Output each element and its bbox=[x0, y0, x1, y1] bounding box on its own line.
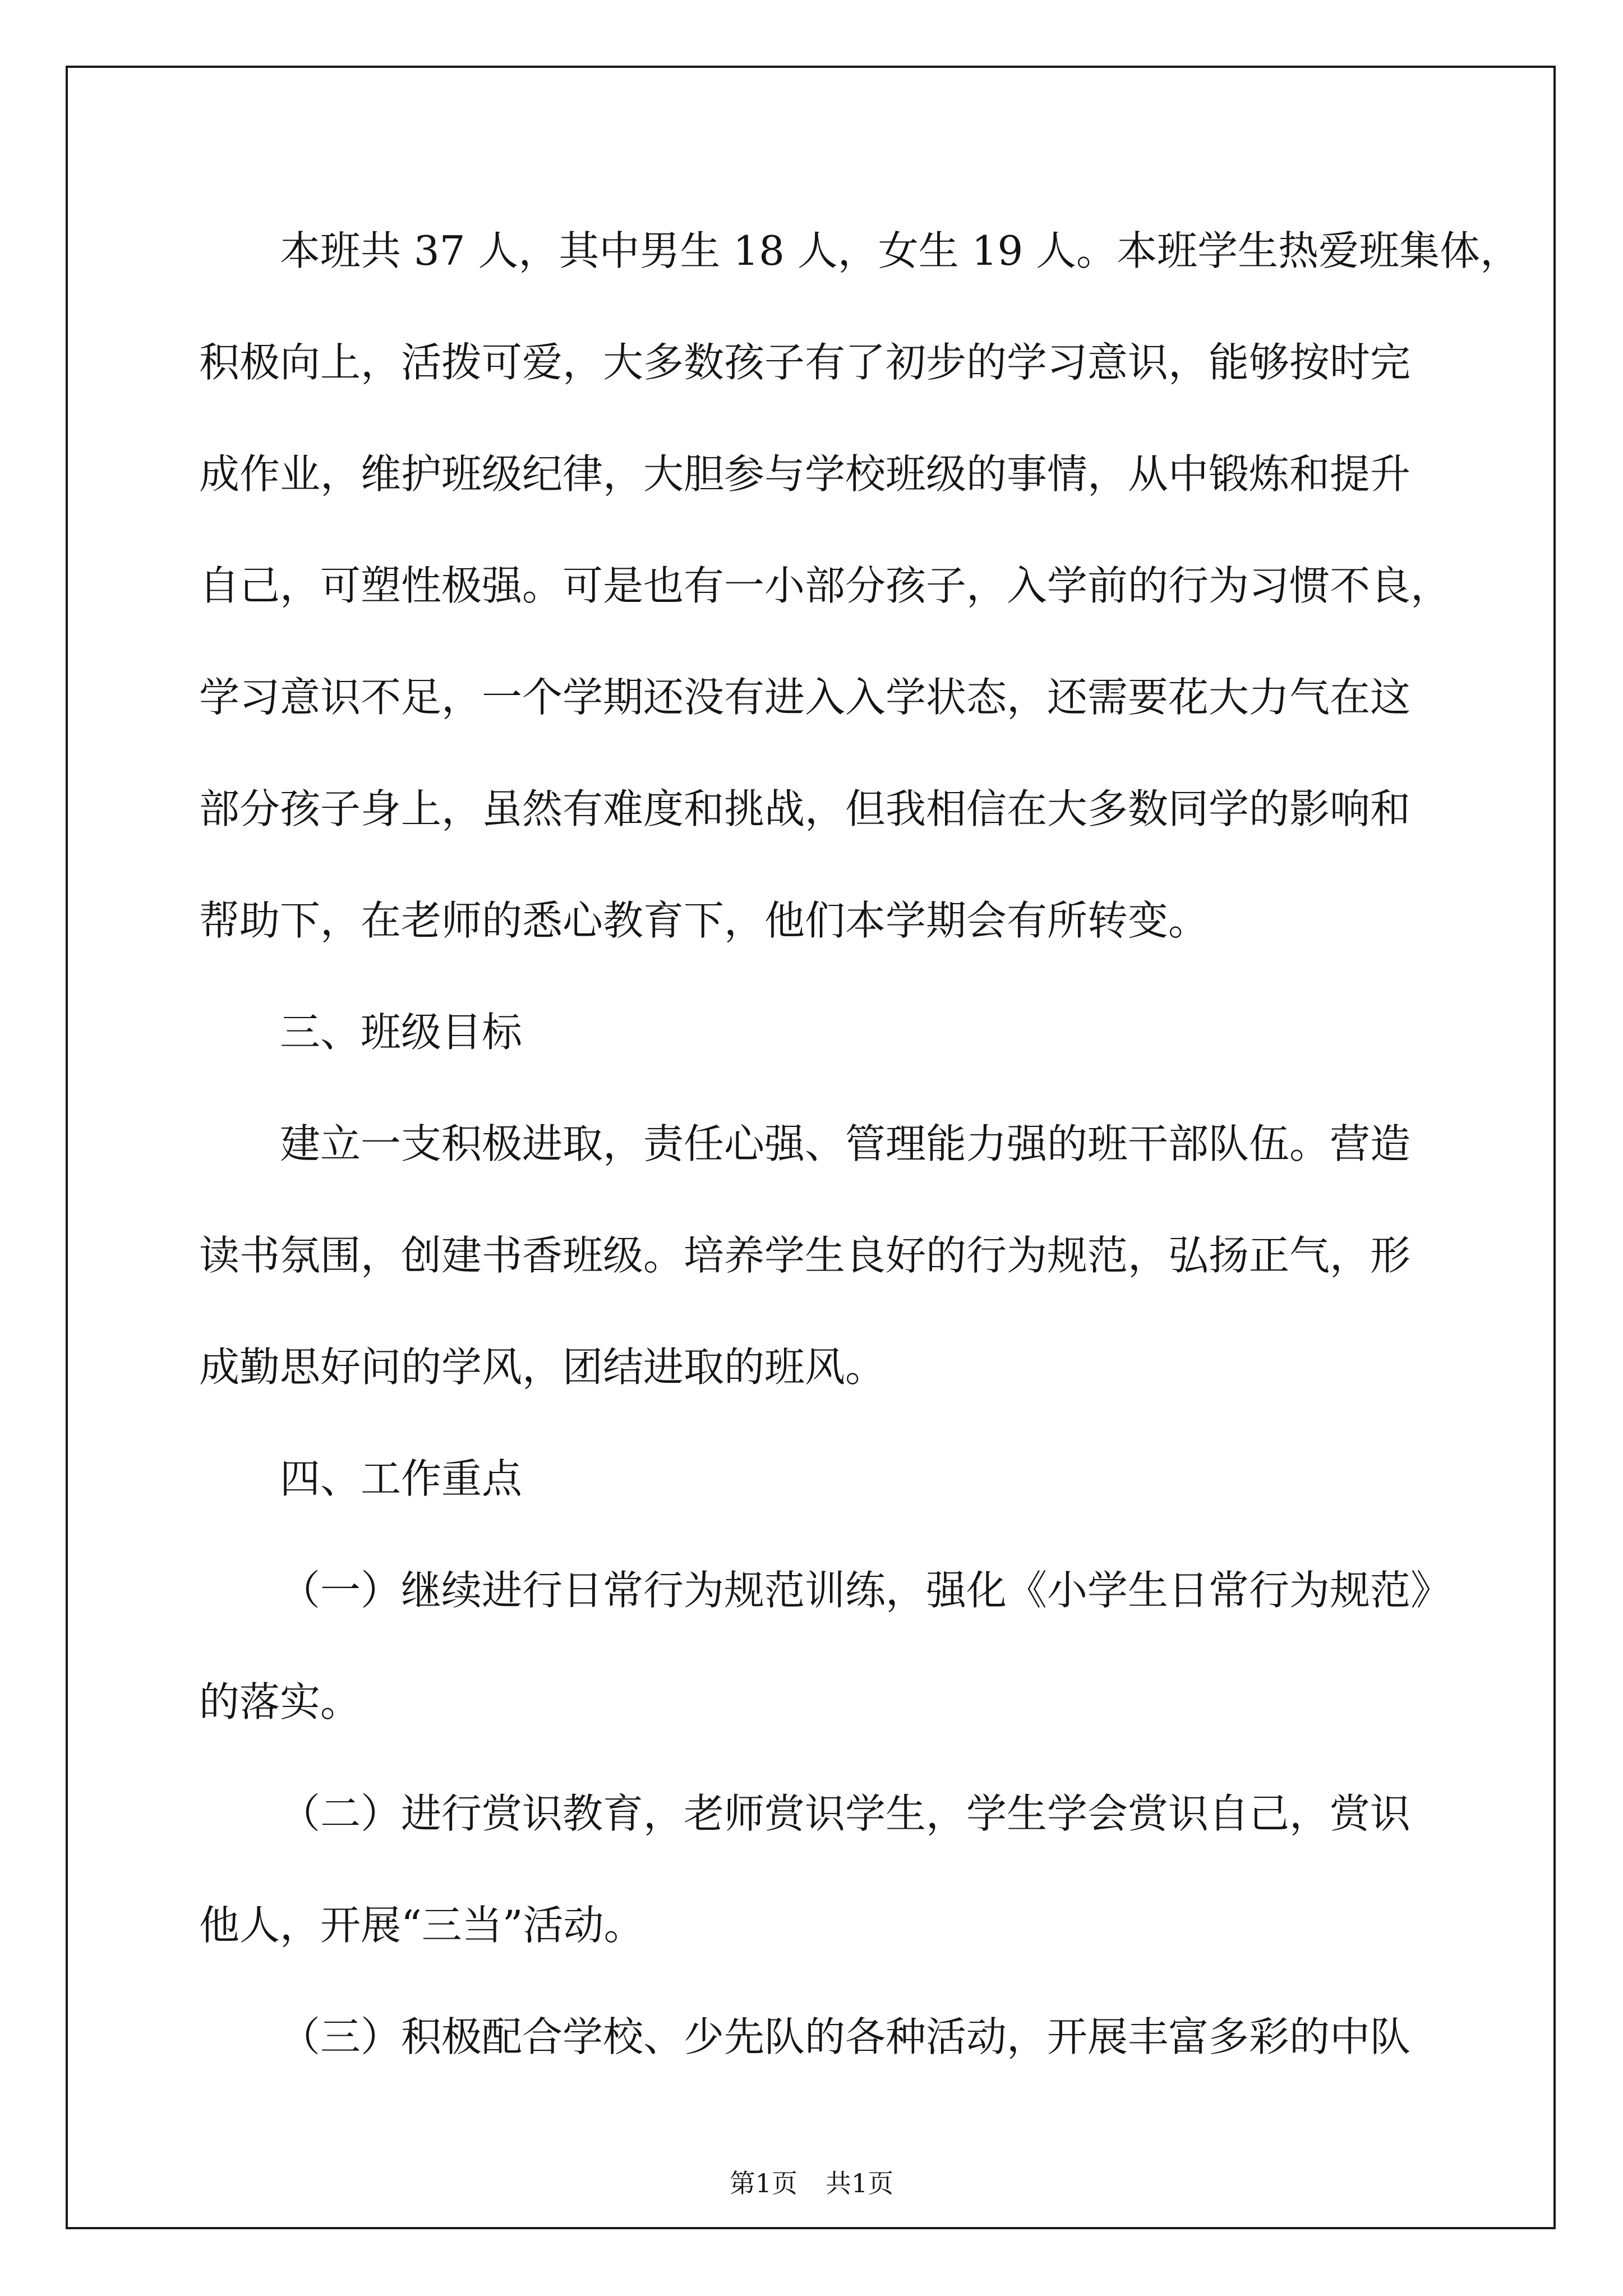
paragraph-line: （三）积极配合学校、少先队的各种活动，开展丰富多彩的中队 bbox=[280, 2013, 1411, 2060]
paragraph-line: 部分孩子身上，虽然有难度和挑战，但我相信在大多数同学的影响和 bbox=[199, 785, 1411, 832]
paragraph-line: （二）进行赏识教育，老师赏识学生，学生学会赏识自己，赏识 bbox=[280, 1790, 1411, 1837]
paragraph-line: 本班共 37 人，其中男生 18 人，女生 19 人。本班学生热爱班集体， bbox=[280, 227, 1521, 274]
paragraph-line: 他人，开展“三当”活动。 bbox=[199, 1902, 644, 1949]
paragraph-line: 成作业，维护班级纪律，大胆参与学校班级的事情，从中锻炼和提升 bbox=[199, 450, 1411, 498]
paragraph-line: 帮助下，在老师的悉心教育下，他们本学期会有所转变。 bbox=[199, 897, 1209, 944]
paragraph-line: （一）继续进行日常行为规范训练，强化《小学生日常行为规范》 bbox=[280, 1567, 1451, 1614]
paragraph-line: 积极向上，活拨可爱，大多数孩子有了初步的学习意识，能够按时完 bbox=[199, 339, 1411, 386]
paragraph-line: 建立一支积极进取，责任心强、管理能力强的班干部队伍。营造 bbox=[280, 1120, 1411, 1167]
section-heading: 三、班级目标 bbox=[280, 1009, 523, 1056]
page-number-total: 共1页 bbox=[826, 2168, 894, 2198]
paragraph-line: 读书氛围，创建书香班级。培养学生良好的行为规范，弘扬正气，形 bbox=[199, 1232, 1411, 1279]
page-number-current: 第1页 bbox=[729, 2168, 797, 2198]
document-body bbox=[199, 216, 1521, 2114]
paragraph-line: 的落实。 bbox=[199, 1678, 361, 1726]
section-heading: 四、工作重点 bbox=[280, 1455, 523, 1502]
paragraph-line: 学习意识不足，一个学期还没有进入入学状态，还需要花大力气在这 bbox=[199, 674, 1411, 721]
paragraph-line: 自己，可塑性极强。可是也有一小部分孩子，入学前的行为习惯不良， bbox=[199, 562, 1451, 609]
page-footer bbox=[0, 2166, 1623, 2200]
paragraph-line: 成勤思好问的学风，团结进取的班风。 bbox=[199, 1343, 886, 1391]
